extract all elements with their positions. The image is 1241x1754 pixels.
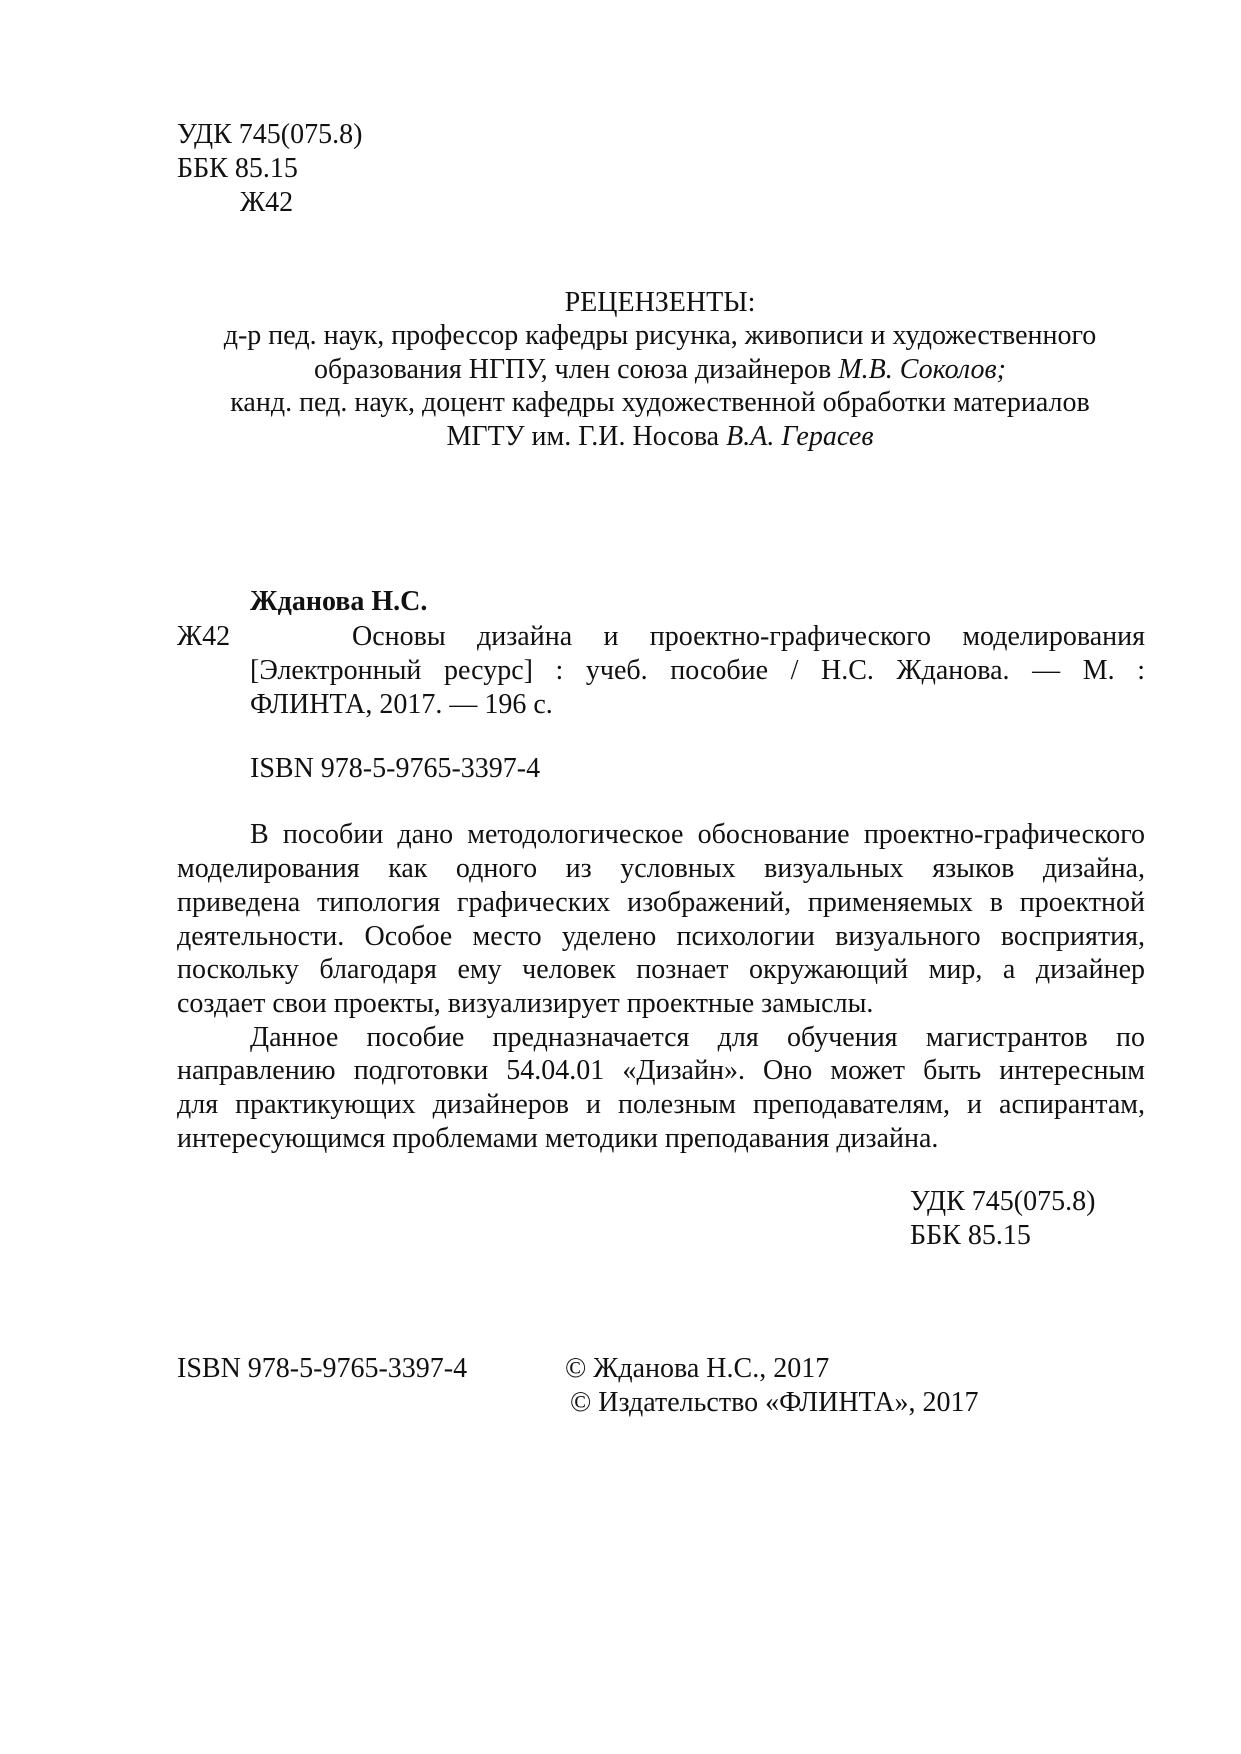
abstract-p1-line: поскольку благодаря ему человек познает окружающий мир, а дизайнер	[177, 954, 1145, 985]
record-title-line-3: ФЛИНТА, 2017. — 196 с.	[250, 689, 553, 720]
reviewer-1-line-1: д-р пед. наук, профессор кафедры рисунка, живописи и художественного	[223, 320, 1097, 351]
reviewer-2-line-2	[0, 420, 1241, 454]
abstract-p2-line: направлению подготовки 54.04.01 «Дизайн». Оно может быть интересным	[177, 1055, 1145, 1086]
footer-bbk-code: ББК 85.15	[910, 1220, 1031, 1251]
record-mark: Ж42	[177, 621, 231, 652]
reviewer-2-line-1: канд. пед. наук, доцент кафедры художественной обработки материалов	[230, 387, 1090, 418]
reviewer-1-affiliation: образования НГПУ, член союза дизайнеров	[314, 354, 839, 385]
reviewer-2-affiliation: МГТУ им. Г.И. Носова	[446, 421, 727, 452]
record-isbn: ISBN 978-5-9765-3397-4	[250, 753, 541, 784]
abstract-p1-line: приведена типология графических изображений, применяемых в проектной	[177, 887, 1145, 918]
abstract-p2-line: Данное пособие предназначается для обучения магистрантов по	[250, 1022, 1145, 1053]
reviewer-2-name: В.А. Герасев	[726, 421, 874, 452]
udk-code: УДК 745(075.8)	[177, 119, 363, 150]
record-title-line-1: Основы дизайна и проектно-графического моделирования	[352, 621, 1145, 652]
copyright-publisher: © Издательство «ФЛИНТА», 2017	[570, 1387, 979, 1418]
abstract-p1-line: создает свои проекты, визуализирует проектные замыслы.	[177, 988, 874, 1019]
abstract-p2-line: интересующимся проблемами методики преподавания дизайна.	[177, 1123, 939, 1154]
abstract-p2-line: для практикующих дизайнеров и полезным преподавателям, и аспирантам,	[177, 1089, 1145, 1120]
abstract-p1-line: В пособии дано методологическое обоснование проектно-графического	[250, 819, 1145, 850]
bbk-code: ББК 85.15	[177, 153, 298, 184]
copyright-author: © Жданова Н.С., 2017	[565, 1353, 830, 1384]
abstract-p1-line: деятельности. Особое место уделено психологии визуального восприятия,	[177, 921, 1145, 952]
record-title-line-2: [Электронный ресурс] : учеб. пособие / Н.С. Жданова. — М. :	[250, 655, 1145, 686]
record-author: Жданова Н.С.	[250, 586, 428, 617]
reviewers-heading: РЕЦЕНЗЕНТЫ:	[564, 287, 756, 318]
abstract-p1-line: моделирования как одного из условных визуальных языков дизайна,	[177, 853, 1145, 884]
reviewer-1-name: М.В. Соколов;	[838, 354, 1006, 385]
copyright-isbn: ISBN 978-5-9765-3397-4	[177, 1353, 468, 1384]
footer-udk-code: УДК 745(075.8)	[910, 1186, 1096, 1217]
author-mark: Ж42	[240, 187, 294, 218]
reviewer-1-line-2	[0, 353, 1241, 387]
